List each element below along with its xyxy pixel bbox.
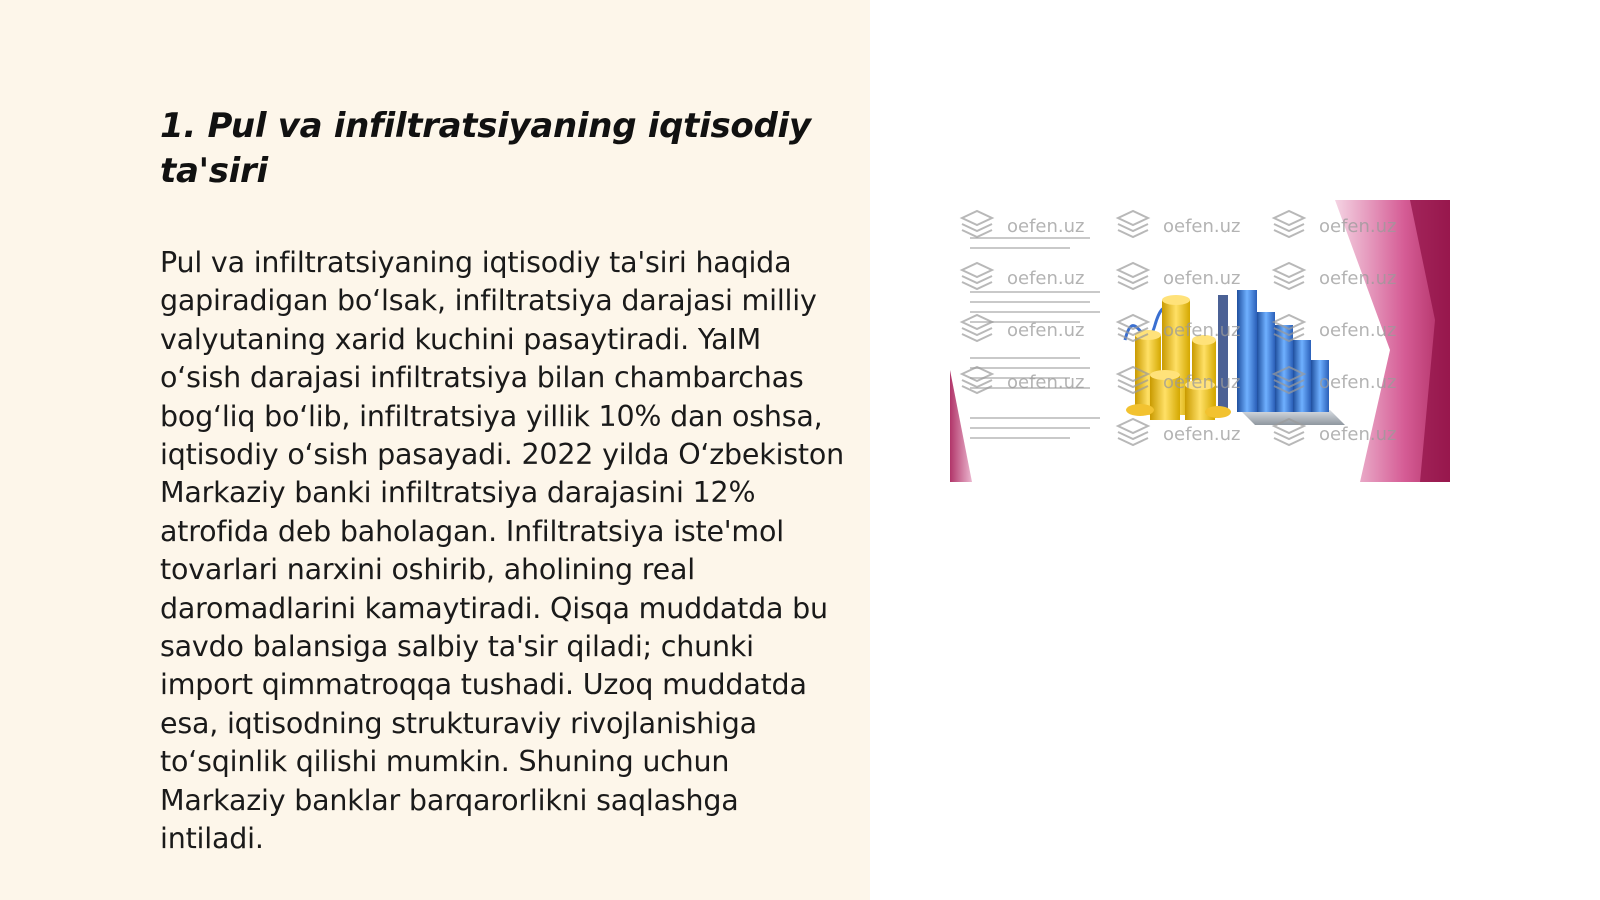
svg-text:oefen.uz: oefen.uz — [1319, 424, 1397, 445]
coins-chart-icon — [950, 200, 1450, 482]
svg-text:oefen.uz: oefen.uz — [1163, 268, 1241, 289]
svg-text:oefen.uz: oefen.uz — [1163, 424, 1241, 445]
svg-text:oefen.uz: oefen.uz — [1163, 372, 1241, 393]
svg-text:oefen.uz: oefen.uz — [1007, 268, 1085, 289]
svg-text:oefen.uz: oefen.uz — [1319, 216, 1397, 237]
svg-text:oefen.uz: oefen.uz — [1007, 320, 1085, 341]
slide-body-text: Pul va infiltratsiyaning iqtisodiy ta'siri haqida gapiradigan bo‘lsak, infiltratsiya darajasi milliy valyutaning xarid kuchini pasaytiradi. YaIM o‘sish darajasi infiltratsiya bilan chambarchas bog‘liq bo‘lib, infiltratsiya yillik 10% dan oshsa, iqtisodiy o‘sish pasayadi. 2022 yilda O‘zbekiston Markaziy banki infiltratsiya darajasini 12% atrofida deb baholagan. Infiltratsiya iste'mol tovarlari narxini oshirib, aholining real daromadlarini kamaytiradi. Qisqa muddatda bu savdo balansiga salbiy ta'sir qiladi; chunki import qimmatroqqa tushadi. Uzoq muddatda esa, iqtisodning strukturaviy rivojlanishiga to‘sqinlik qilishi mumkin. Shuning uchun Markaziy banklar barqarorlikni saqlashga intiladi. — [160, 246, 845, 856]
svg-text:oefen.uz: oefen.uz — [1163, 216, 1241, 237]
svg-text:oefen.uz: oefen.uz — [1163, 320, 1241, 341]
svg-text:oefen.uz: oefen.uz — [1319, 320, 1397, 341]
svg-text:oefen.uz: oefen.uz — [1319, 372, 1397, 393]
svg-text:oefen.uz: oefen.uz — [1007, 216, 1085, 237]
svg-text:oefen.uz: oefen.uz — [1319, 268, 1397, 289]
slide-title: 1. Pul va infiltratsiyaning iqtisodiy ta'siri — [160, 106, 811, 191]
economics-illustration — [950, 200, 1450, 482]
svg-text:oefen.uz: oefen.uz — [1007, 372, 1085, 393]
